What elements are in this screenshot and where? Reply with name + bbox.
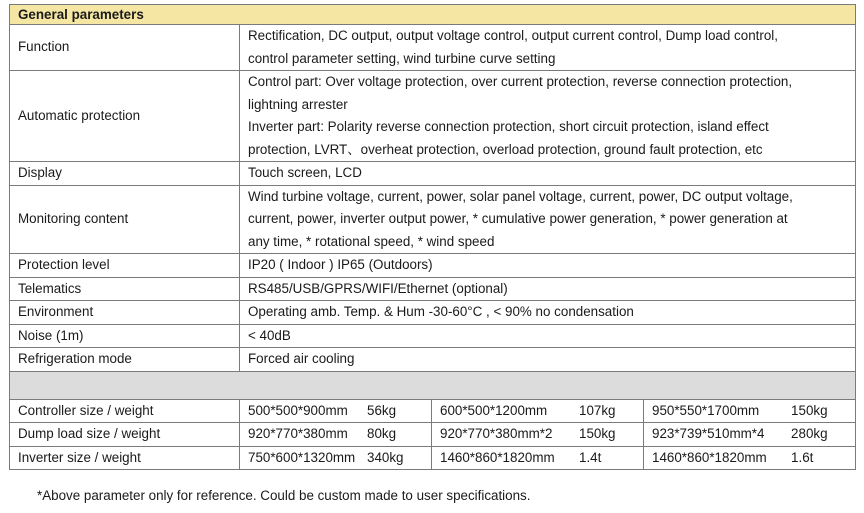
- dimensions-value: 1460*860*1820mm: [652, 449, 767, 465]
- param-label: Refrigeration mode: [10, 348, 240, 372]
- param-value-line: protection, LVRT、overheat protection, overload protection, ground fault protection, etc: [248, 141, 763, 157]
- param-value-line: control parameter setting, wind turbine curve setting: [248, 50, 556, 66]
- param-value: [240, 162, 856, 186]
- weight-value: 107kg: [579, 402, 616, 418]
- size-row-dump-load-size-weight: [10, 423, 856, 447]
- size-cell: [240, 446, 432, 470]
- param-value-line: Operating amb. Temp. & Hum -30-60°C , < 90% no condensation: [248, 304, 634, 319]
- dimensions-value: 920*770*380mm: [248, 426, 348, 441]
- size-cell: [432, 399, 644, 423]
- size-row-inverter-size-weight: [10, 446, 856, 470]
- param-label: Function: [10, 25, 240, 71]
- weight-value: 1.6t: [791, 449, 814, 465]
- param-label: Monitoring content: [10, 185, 240, 254]
- param-row-noise-1m: [10, 324, 856, 348]
- dimensions-value: 500*500*900mm: [248, 402, 348, 418]
- param-row-function: [10, 25, 856, 71]
- param-value-line: Wind turbine voltage, current, power, solar panel voltage, current, power, DC output voltage,: [248, 188, 793, 204]
- weight-value: 340kg: [367, 449, 404, 465]
- param-value-line: IP20 ( Indoor ) IP65 (Outdoors): [248, 257, 433, 272]
- param-row-automatic-protection: [10, 71, 856, 162]
- param-label: Noise (1m): [10, 324, 240, 348]
- param-value-line: Forced air cooling: [248, 351, 355, 366]
- param-label: Display: [10, 162, 240, 186]
- param-value-line: lightning arrester: [248, 96, 348, 112]
- size-row-controller-size-weight: [10, 399, 856, 423]
- param-value-line: Rectification, DC output, output voltage control, output current control, Dump load control,: [248, 28, 778, 43]
- dimensions-value: 1460*860*1820mm: [440, 449, 555, 465]
- general-parameters-table: [9, 4, 856, 470]
- dimensions-value: 920*770*380mm*2: [440, 426, 553, 441]
- size-label: Controller size / weight: [10, 399, 240, 423]
- footnote: *Above parameter only for reference. Could be custom made to user specifications.: [37, 488, 531, 503]
- dimensions-value: 950*550*1700mm: [652, 402, 760, 418]
- section-header-row: [10, 5, 856, 25]
- param-value-line: RS485/USB/GPRS/WIFI/Ethernet (optional): [248, 280, 508, 296]
- dimensions-value: 750*600*1320mm: [248, 449, 356, 465]
- param-value-line: Inverter part: Polarity reverse connection protection, short circuit protection, island effect: [248, 119, 769, 134]
- separator-band: [10, 371, 856, 399]
- weight-value: 1.4t: [579, 449, 602, 465]
- param-label: Automatic protection: [10, 71, 240, 162]
- param-value: [240, 71, 856, 162]
- size-label: Inverter size / weight: [10, 446, 240, 470]
- section-title: General parameters: [10, 5, 856, 25]
- param-row-telematics: [10, 277, 856, 301]
- weight-value: 56kg: [367, 402, 397, 418]
- param-value: [240, 301, 856, 325]
- param-value-line: current, power, inverter output power, * cumulative power generation, * power generation at: [248, 211, 788, 226]
- param-value-line: < 40dB: [248, 327, 291, 343]
- weight-value: 150kg: [791, 402, 828, 418]
- size-cell: [240, 399, 432, 423]
- size-cell: [240, 423, 432, 447]
- param-label: Protection level: [10, 254, 240, 278]
- size-cell: [644, 446, 856, 470]
- param-row-monitoring-content: [10, 185, 856, 254]
- dimensions-value: 600*500*1200mm: [440, 402, 548, 418]
- size-cell: [644, 423, 856, 447]
- size-cell: [644, 399, 856, 423]
- size-cell: [432, 423, 644, 447]
- param-row-environment: [10, 301, 856, 325]
- param-value-line: Touch screen, LCD: [248, 165, 362, 180]
- dimensions-value: 923*739*510mm*4: [652, 426, 765, 441]
- param-label: Telematics: [10, 277, 240, 301]
- param-value: [240, 348, 856, 372]
- weight-value: 280kg: [791, 426, 828, 441]
- param-value: [240, 324, 856, 348]
- weight-value: 150kg: [579, 426, 616, 441]
- size-label: Dump load size / weight: [10, 423, 240, 447]
- param-value: [240, 277, 856, 301]
- size-cell: [432, 446, 644, 470]
- param-value-line: any time, * rotational speed, * wind speed: [248, 233, 495, 249]
- param-row-refrigeration-mode: [10, 348, 856, 372]
- weight-value: 80kg: [367, 426, 397, 441]
- param-value: [240, 25, 856, 71]
- param-row-protection-level: [10, 254, 856, 278]
- param-value: [240, 254, 856, 278]
- param-value-line: Control part: Over voltage protection, over current protection, reverse connection protection,: [248, 74, 793, 89]
- param-row-display: [10, 162, 856, 186]
- param-value: [240, 185, 856, 254]
- param-label: Environment: [10, 301, 240, 325]
